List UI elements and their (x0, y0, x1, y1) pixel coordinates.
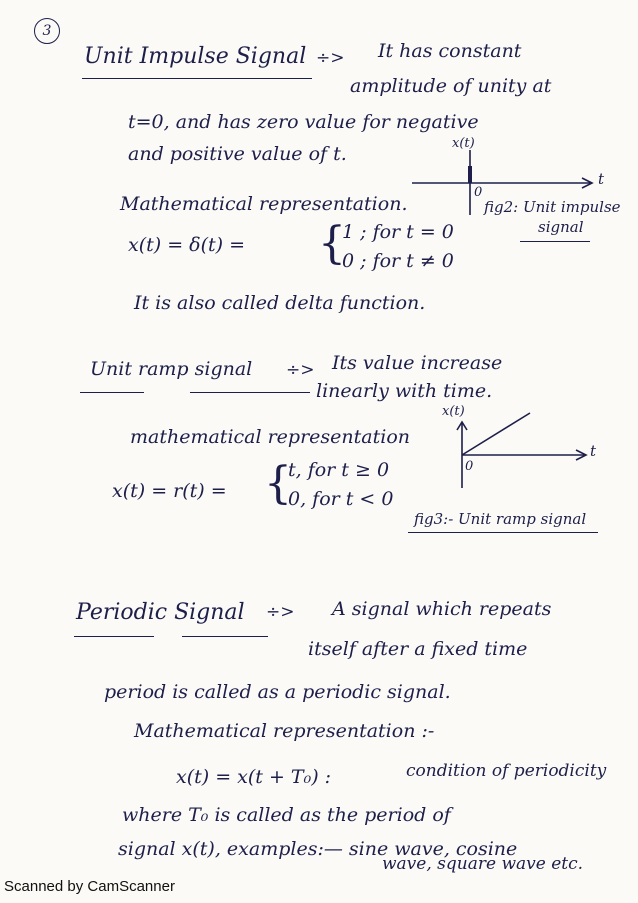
ramp-caption-underline (408, 532, 598, 533)
impulse-fig-caption-2: signal (538, 218, 584, 236)
impulse-brace: { (318, 218, 346, 269)
impulse-line3: t=0, and has zero value for negative (128, 111, 479, 133)
impulse-equation-lhs: x(t) = δ(t) = (128, 234, 246, 256)
periodic-condition: condition of periodicity (406, 761, 607, 781)
impulse-arrow: ÷> (316, 48, 345, 68)
impulse-graph-xlabel: t (598, 170, 605, 188)
periodic-where-line: where T₀ is called as the period of (122, 804, 451, 826)
scanner-footer: Scanned by CamScanner (4, 878, 175, 895)
ramp-brace: { (264, 458, 292, 509)
impulse-graph-ylabel: x(t) (452, 136, 475, 151)
periodic-underline-1 (74, 636, 154, 637)
ramp-equation-lhs: x(t) = r(t) = (112, 480, 227, 502)
impulse-math-label: Mathematical representation. (120, 193, 408, 215)
ramp-heading: Unit ramp signal (90, 358, 253, 380)
periodic-underline-2 (182, 636, 268, 637)
ramp-case2: 0, for t < 0 (288, 488, 394, 510)
impulse-heading: Unit Impulse Signal (84, 44, 307, 69)
ramp-math-label: mathematical representation (130, 426, 410, 448)
impulse-line2: amplitude of unity at (350, 75, 552, 97)
impulse-line4: and positive value of t. (128, 143, 347, 165)
impulse-graph-origin: 0 (474, 185, 483, 200)
ramp-graph-xlabel: t (590, 442, 597, 460)
periodic-line2: itself after a fixed time (308, 638, 528, 660)
periodic-arrow: ÷> (266, 602, 295, 622)
ramp-fig-caption: fig3:- Unit ramp signal (414, 510, 587, 528)
impulse-case1: 1 ; for t = 0 (342, 221, 454, 243)
ramp-line1: Its value increase (332, 352, 503, 374)
impulse-fig-caption-1: fig2: Unit impulse (484, 198, 621, 216)
ramp-graph-origin: 0 (465, 459, 474, 474)
impulse-case2: 0 ; for t ≠ 0 (342, 250, 454, 272)
ramp-line2: linearly with time. (316, 380, 493, 402)
periodic-last-line: wave, square wave etc. (382, 854, 584, 874)
ramp-case1: t, for t ≥ 0 (288, 459, 390, 481)
periodic-signal-line: signal x(t), examples:— sine wave, cosine (118, 838, 518, 860)
periodic-line1: A signal which repeats (332, 598, 552, 620)
periodic-math-label: Mathematical representation :- (134, 720, 435, 742)
periodic-equation: x(t) = x(t + T₀) : (176, 766, 332, 788)
ramp-line (462, 413, 530, 455)
page-number: 3 (34, 18, 60, 44)
ramp-arrow: ÷> (286, 360, 315, 380)
impulse-also-text: It is also called delta function. (134, 292, 426, 314)
periodic-heading: Periodic Signal (76, 600, 245, 625)
impulse-line1: It has constant (378, 40, 522, 62)
periodic-line3: period is called as a periodic signal. (104, 681, 451, 703)
ramp-graph-ylabel: x(t) (442, 404, 465, 419)
